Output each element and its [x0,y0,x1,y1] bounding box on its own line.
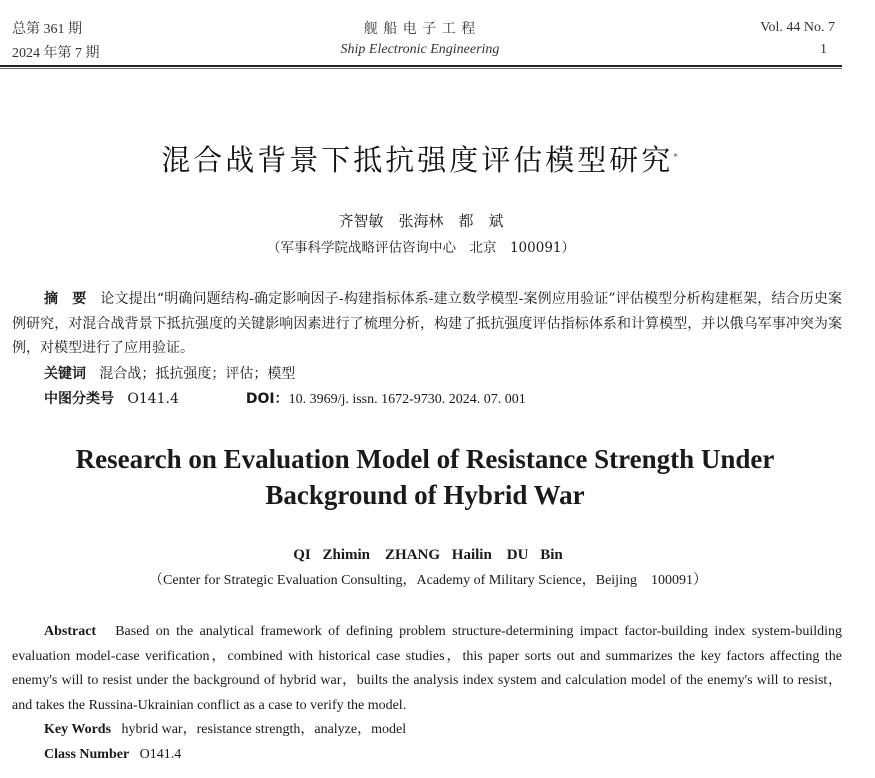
doi-label: DOI： [245,391,289,407]
keywords-cn-label: 关键词 [44,366,86,382]
paper-title-cn-text: 混合战背景下抵抗强度评估模型研究 [161,143,674,177]
affiliation-cn: （军事科学院战略评估咨询中心 北京 100091） [266,240,576,256]
paper-title-en-line1: Research on Evaluation Model of Resistance Strength Under [75,444,775,474]
abstract-cn [12,287,842,361]
keywords-cn-text: 混合战；抵抗强度；评估；模型 [99,366,296,382]
journal-name-cn: 舰 船 电 子 工 程 [363,22,477,37]
abstract-en-text: Based on the analytical framework of defining problem structure-determining impact factor-building index system-building evaluation model-case verification，combined with historical case studies，this paper sorts out and summarizes the key factors affecting the enemy's will to resist under the background of hybrid war，builts the analysis index system and calculation model of the enemy's will to resist，and takes the Russina-Ukrainian conflict as a case to verify the model. [12,624,842,713]
affiliation-en: （Center for Strategic Evaluation Consulting，Academy of Military Science，Beijing 100091） [149,573,707,588]
class-en-label: Class Number [44,747,130,762]
classification-en [44,743,181,768]
abstract-en-label: Abstract [44,624,97,639]
abstract-cn-text: 论文提出“明确问题结构-确定影响因子-构建指标体系-建立数学模型-案例应用验证”评估模型分析构建框架，结合历史案例研究，对混合战背景下抵抗强度的关键影响因素进行了梳理分析，构建了抵抗强度评估指标体系和计算模型，并以俄乌军事冲突为案例，对模型进行了应用验证。 [12,291,843,356]
keywords-en [44,718,406,743]
issue-number: 总第 361 期 [12,22,82,37]
header-rule [0,65,842,67]
paper-title-cn [0,138,842,179]
journal-name-en: Ship Electronic Engineering [340,42,500,57]
abstract-cn-label: 摘 要 [44,291,87,307]
page-number: 1 [820,42,827,57]
paper-title-en [0,441,850,513]
keywords-cn [44,362,295,387]
authors-cn: 齐智敏 张海林 都 斌 [338,212,504,230]
keywords-en-text: hybrid war，resistance strength，analyze，model [121,722,407,737]
authors-en: QI Zhimin ZHANG Hailin DU Bin [293,547,563,563]
paper-title-en-line2: Background of Hybrid War [265,480,585,510]
issue-date: 2024 年第 7 期 [12,46,100,61]
class-cn-value: O141.4 [127,391,179,407]
classification-cn [44,387,834,413]
class-en-value: O141.4 [139,747,182,762]
doi-value: 10. 3969/j. issn. 1672-9730. 2024. 07. 001 [288,392,526,407]
title-footnote-mark: * [673,152,681,163]
class-cn-label: 中图分类号 [44,391,114,407]
header-rule-thin [0,68,842,69]
abstract-en [12,620,842,718]
keywords-en-label: Key Words [44,722,112,737]
volume-number: Vol. 44 No. 7 [760,20,835,35]
